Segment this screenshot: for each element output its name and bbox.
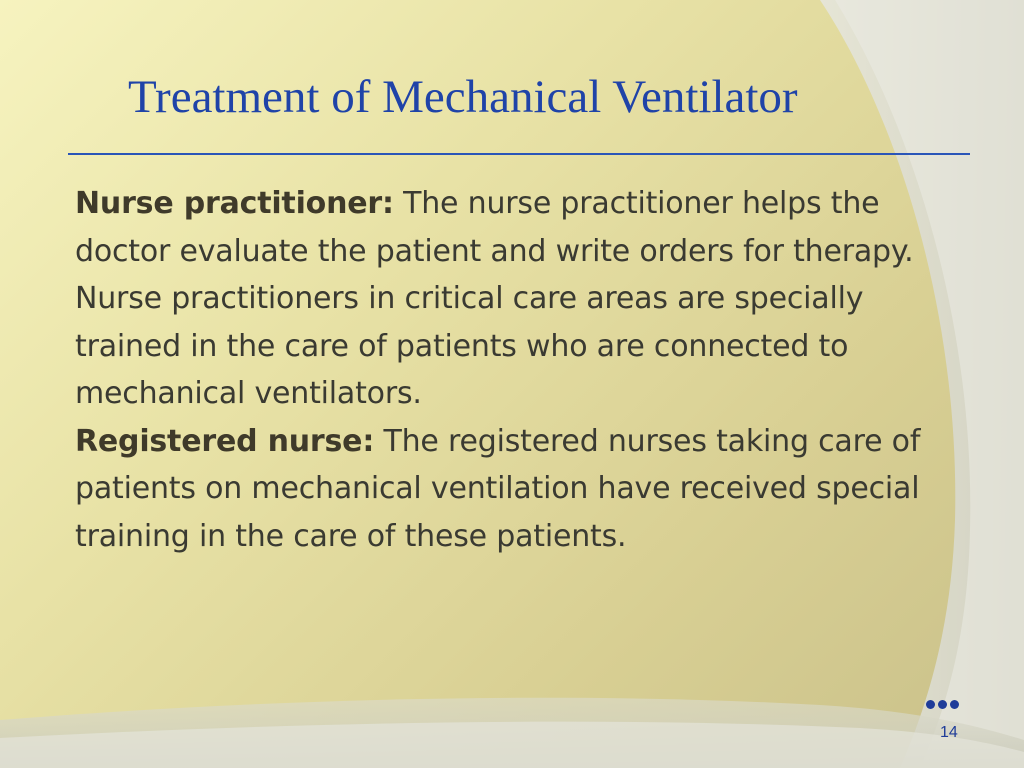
title-divider <box>68 153 970 155</box>
decorative-dots-icon <box>926 700 959 709</box>
slide-title: Treatment of Mechanical Ventilator <box>128 71 798 123</box>
dot-icon <box>926 700 935 709</box>
text-nurse-practitioner: The nurse practitioner helps the doctor evaluate the patient and write orders for therapy. Nurse practitioners in critical care areas are specially trained in the care of patients who are connected to mechanical ventilators. <box>75 186 914 411</box>
term-registered-nurse: Registered nurse: <box>75 423 375 459</box>
paragraph-nurse-practitioner <box>75 180 965 418</box>
dot-icon <box>938 700 947 709</box>
slide-body <box>75 180 965 560</box>
paragraph-registered-nurse <box>75 418 965 561</box>
page-number: 14 <box>940 724 958 741</box>
text-registered-nurse: The registered nurses taking care of patients on mechanical ventilation have received special training in the care of these patients. <box>75 423 921 554</box>
dot-icon <box>950 700 959 709</box>
term-nurse-practitioner: Nurse practitioner: <box>75 186 394 221</box>
